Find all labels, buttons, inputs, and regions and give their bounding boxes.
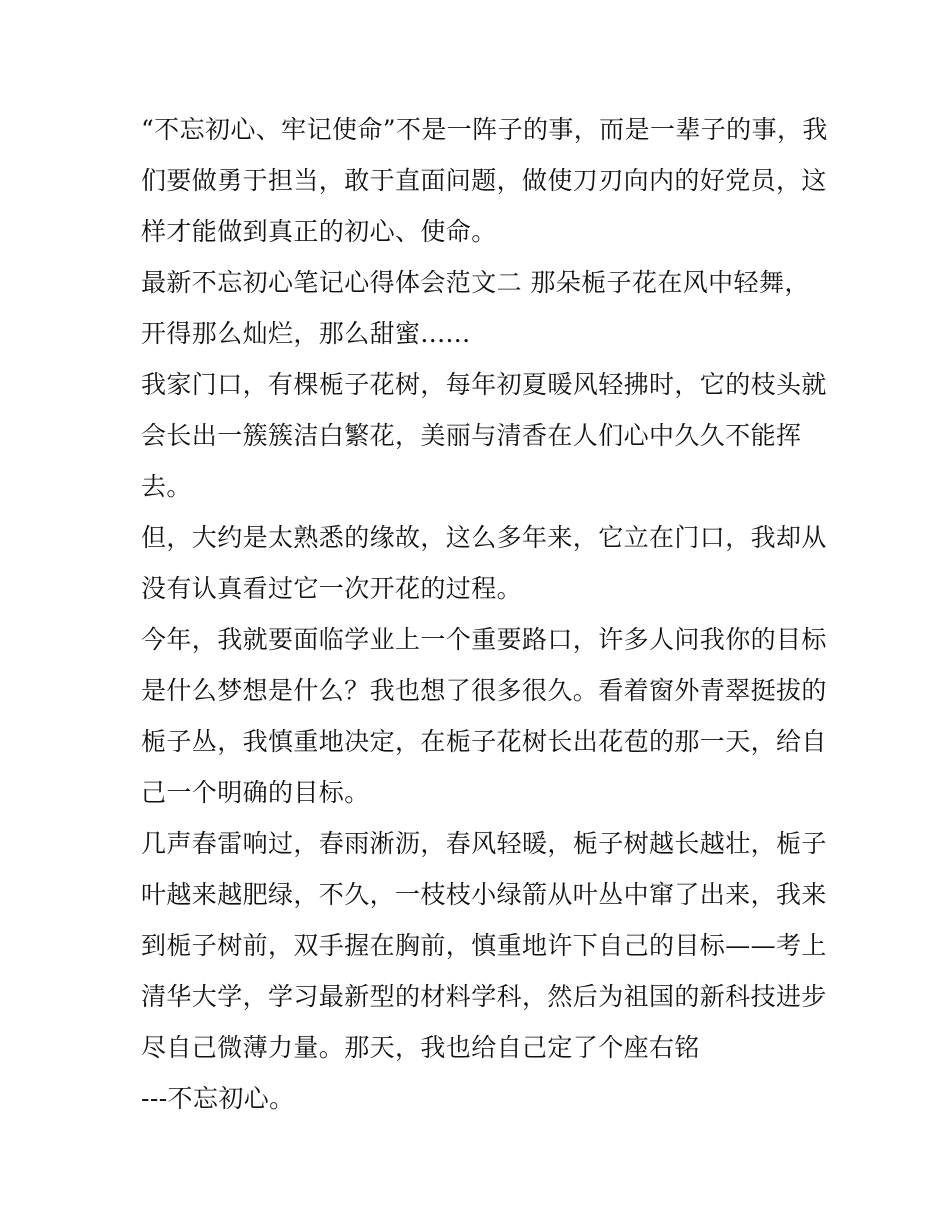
text-line: 但，大约是太熟悉的缘故，这么多年来，它立在门口，我却从 bbox=[141, 523, 827, 552]
text-line: 清华大学，学习最新型的材料学科，然后为祖国的新科技进步 bbox=[141, 982, 827, 1011]
text-line: 今年，我就要面临学业上一个重要路口，许多人问我你的目标 bbox=[141, 625, 827, 654]
text-line: “不忘初心、牢记使命”不是一阵子的事，而是一辈子的事，我 bbox=[141, 115, 828, 144]
text-line: 到栀子树前，双手握在胸前，慎重地许下自己的目标——考上 bbox=[141, 931, 827, 960]
text-line: 没有认真看过它一次开花的过程。 bbox=[141, 574, 523, 603]
text-line: 尽自己微薄力量。那天，我也给自己定了个座右铭 bbox=[141, 1033, 700, 1062]
text-line: 叶越来越肥绿，不久，一枝枝小绿箭从叶丛中窜了出来，我来 bbox=[141, 880, 827, 909]
text-line: 开得那么灿烂，那么甜蜜...... bbox=[141, 319, 471, 348]
text-line: 是什么梦想是什么？我也想了很多很久。看着窗外青翠挺拔的 bbox=[141, 676, 827, 705]
essay-text bbox=[141, 104, 831, 1124]
text-line: 几声春雷响过，春雨淅沥，春风轻暖，栀子树越长越壮，栀子 bbox=[141, 829, 827, 858]
text-line: 样才能做到真正的初心、使命。 bbox=[141, 217, 497, 246]
text-line: 最新不忘初心笔记心得体会范文二 那朵栀子花在风中轻舞， bbox=[141, 268, 810, 297]
text-line: 己一个明确的目标。 bbox=[141, 778, 370, 807]
text-line: 栀子丛，我慎重地决定，在栀子花树长出花苞的那一天，给自 bbox=[141, 727, 827, 756]
text-line: 去。 bbox=[141, 472, 192, 501]
text-line: 我家门口，有棵栀子花树，每年初夏暖风轻拂时，它的枝头就 bbox=[141, 370, 827, 399]
text-line: 会长出一簇簇洁白繁花，美丽与清香在人们心中久久不能挥 bbox=[141, 421, 802, 450]
text-line: ---不忘初心。 bbox=[141, 1084, 295, 1113]
text-line: 们要做勇于担当，敢于直面问题，做使刀刃向内的好党员，这 bbox=[141, 166, 827, 195]
